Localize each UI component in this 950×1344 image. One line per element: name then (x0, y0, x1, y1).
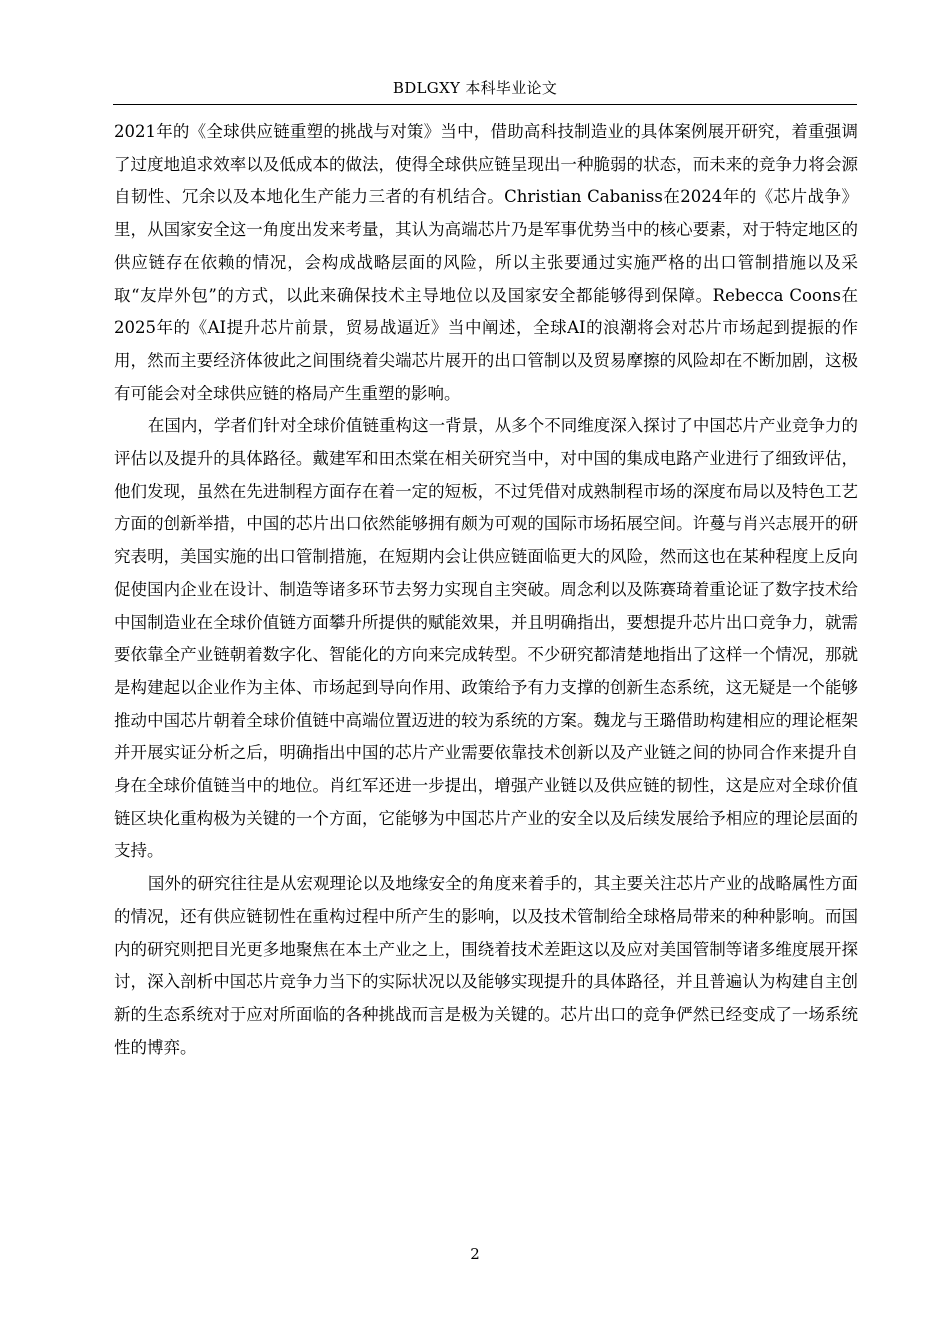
header-divider (113, 104, 857, 105)
body-text (114, 116, 858, 1064)
paragraph-1: 2021年的《全球供应链重塑的挑战与对策》当中，借助高科技制造业的具体案例展开研究，着重强调了过度地追求效率以及低成本的做法，使得全球供应链呈现出一种脆弱的状态，而未来的竞争力将会源自韧性、冗余以及本地化生产能力三者的有机结合。Christian Cabaniss在2024年的《芯片战争》里，从国家安全这一角度出发来考量，其认为高端芯片乃是军事优势当中的核心要素，对于特定地区的供应链存在依赖的情况，会构成战略层面的风险，所以主张要通过实施严格的出口管制措施以及采取“友岸外包”的方式，以此来确保技术主导地位以及国家安全都能够得到保障。Rebecca Coons在2025年的《AI提升芯片前景，贸易战逼近》当中阐述，全球AI的浪潮将会对芯片市场起到提振的作用，然而主要经济体彼此之间围绕着尖端芯片展开的出口管制以及贸易摩擦的风险却在不断加剧，这极有可能会对全球供应链的格局产生重塑的影响。 (114, 122, 858, 403)
paragraph-3: 国外的研究往往是从宏观理论以及地缘安全的角度来着手的，其主要关注芯片产业的战略属性方面的情况，还有供应链韧性在重构过程中所产生的影响，以及技术管制给全球格局带来的种种影响。而国内的研究则把目光更多地聚焦在本土产业之上，围绕着技术差距这以及应对美国管制等诸多维度展开探讨，深入剖析中国芯片竞争力当下的实际状况以及能够实现提升的具体路径，并且普遍认为构建自主创新的生态系统对于应对所面临的各种挑战而言是极为关键的。芯片出口的竞争俨然已经变成了一场系统性的博弈。 (114, 874, 858, 1057)
paragraph-2: 在国内，学者们针对全球价值链重构这一背景，从多个不同维度深入探讨了中国芯片产业竞争力的评估以及提升的具体路径。戴建军和田杰棠在相关研究当中，对中国的集成电路产业进行了细致评估，他们发现，虽然在先进制程方面存在着一定的短板，不过凭借对成熟制程市场的深度布局以及特色工艺方面的创新举措，中国的芯片出口依然能够拥有颇为可观的国际市场拓展空间。许蔓与肖兴志展开的研究表明，美国实施的出口管制措施，在短期内会让供应链面临更大的风险，然而这也在某种程度上反向促使国内企业在设计、制造等诸多环节去努力实现自主突破。周念利以及陈赛琦着重论证了数字技术给中国制造业在全球价值链方面攀升所提供的赋能效果，并且明确指出，要想提升芯片出口竞争力，就需要依靠全产业链朝着数字化、智能化的方向来完成转型。不少研究都清楚地指出了这样一个情况，那就是构建起以企业作为主体、市场起到导向作用、政策给予有力支撑的创新生态系统，这无疑是一个能够推动中国芯片朝着全球价值链中高端位置迈进的较为系统的方案。魏龙与王璐借助构建相应的理论框架并开展实证分析之后，明确指出中国的芯片产业需要依靠技术创新以及产业链之间的协同合作来提升自身在全球价值链当中的地位。肖红军还进一步提出，增强产业链以及供应链的韧性，这是应对全球价值链区块化重构极为关键的一个方面，它能够为中国芯片产业的安全以及后续发展给予相应的理论层面的支持。 (114, 416, 858, 861)
page-number: 2 (470, 1245, 480, 1263)
page-header: BDLGXY 本科毕业论文 (392, 79, 558, 97)
